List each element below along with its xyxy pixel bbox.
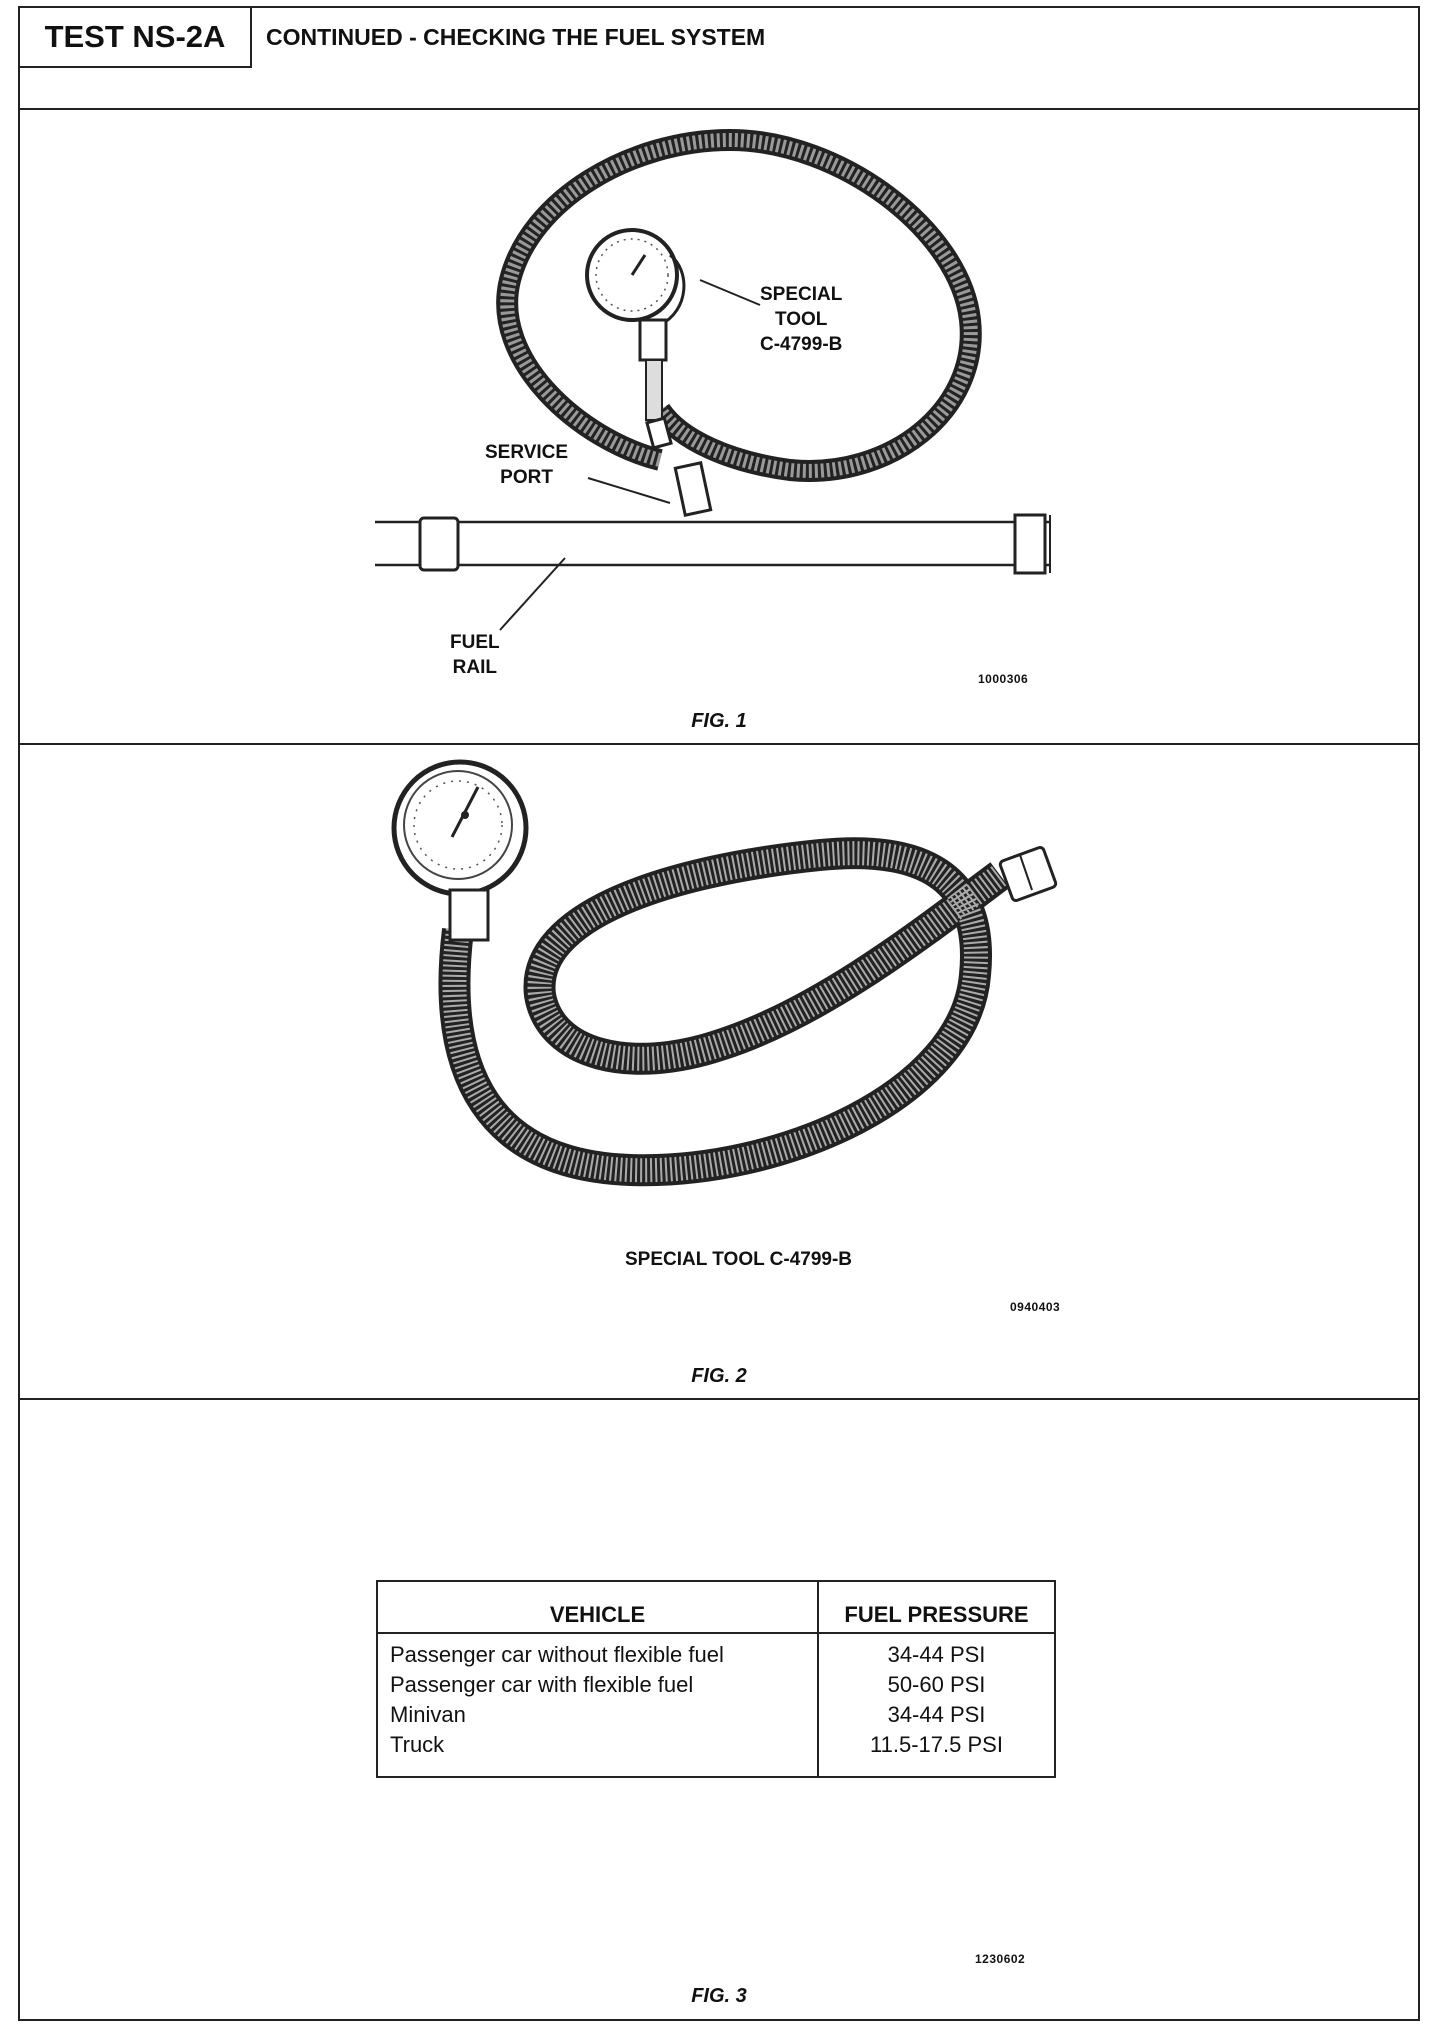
figure-2-panel [20,745,1418,1400]
page-title: CONTINUED - CHECKING THE FUEL SYSTEM [266,24,766,50]
special-tool-caption-label: SPECIAL TOOL C-4799-B [625,1249,853,1270]
vehicle-cell: Passenger car without flexible fuel [390,1642,724,1667]
figure-code: 0940403 [1010,1300,1061,1314]
page-frame [18,6,1420,2021]
pressure-cell: 34-44 PSI [818,1700,1055,1730]
figure-code: 1230602 [975,1952,1026,1966]
figure-caption: FIG. 2 [691,1365,747,1387]
pressure-cell: 50-60 PSI [818,1670,1055,1700]
column-header-vehicle: VEHICLE [377,1581,818,1633]
vehicle-cell: Minivan [390,1702,466,1727]
pressure-gauge-illustration [20,745,1420,1400]
test-id-box: TEST NS-2A [20,8,252,68]
figure-caption: FIG. 3 [691,1985,747,2007]
table-row [377,1670,1055,1700]
vehicle-cell: Passenger car with flexible fuel [390,1672,694,1697]
vehicle-cell: Truck [390,1732,445,1757]
table-row [377,1730,1055,1777]
fuel-rail-label: FUEL RAIL [450,632,500,678]
figure-code: 1000306 [978,672,1029,686]
fuel-rail-illustration [20,110,1420,745]
table-row [377,1700,1055,1730]
table-row [377,1633,1055,1670]
figure-1-panel [20,110,1418,745]
figure-3-panel [20,1400,1418,2021]
column-header-fuel-pressure: FUEL PRESSURE [818,1581,1055,1633]
fuel-pressure-table [376,1580,1056,1778]
service-port-label: SERVICE PORT [485,442,569,488]
pressure-cell: 11.5-17.5 PSI [818,1730,1055,1777]
page-header [20,8,1418,110]
figure-caption: FIG. 1 [691,710,747,732]
special-tool-label: SPECIAL TOOL C-4799-B [760,284,843,355]
pressure-cell: 34-44 PSI [818,1633,1055,1670]
table-header-row [377,1581,1055,1633]
